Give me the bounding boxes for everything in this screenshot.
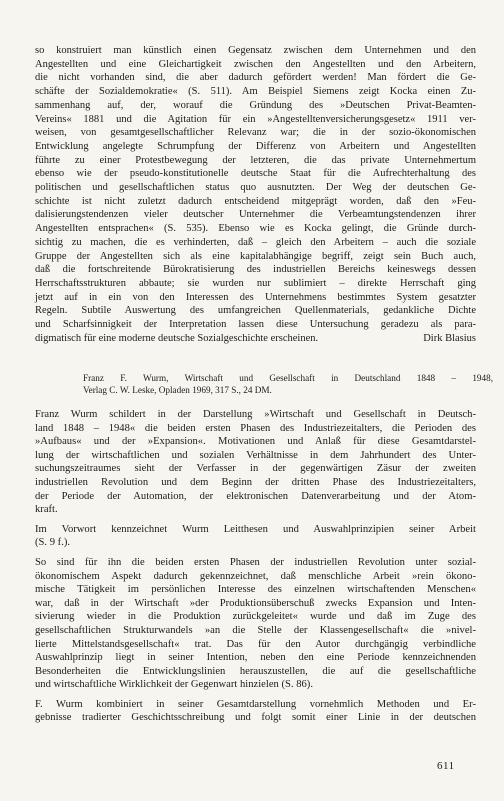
text-line: war, daß in der Wirtschaft »der Produktionsüberschuß zwecks Expansion und Inten- — [35, 597, 476, 609]
text-line: (S. 9 f.). — [35, 537, 71, 549]
text-line: mische Tätigkeit im persönlichen Interesse des einzelnen wirtschaftenden Menschen« — [35, 584, 476, 596]
text-line: kraft. — [35, 504, 58, 516]
text-line: und wirtschaftliche Wirklichkeit der Gegenwart hinzielen (S. 86). — [35, 679, 313, 691]
bibliographic-entry — [83, 372, 493, 397]
text-line: sammenhang auf, der, worauf die Gründung des »Deutschen Privat-Beamten- — [35, 99, 476, 111]
text-line: »Aufbaus« und der »Expansion«. Motivationen und Anlaß für diese Gesamtdarstel- — [35, 436, 476, 448]
text-line: Im Vorwort kennzeichnet Wurm Leitthesen und Auswahlprinzipien seiner Arbeit — [35, 523, 476, 535]
text-line: Vereins« 1881 und die Agitation für ein »Angestelltenversicherungsgesetz« 1911 ver- — [35, 113, 476, 125]
text-line: schäfte der Sozialdemokratie« (S. 511). Am Beispiel Siemens zeigt Kocka einen Zu- — [35, 86, 476, 98]
text-line: land 1848 – 1948« die beiden ersten Phasen des Industriezeitalters, die Perioden des — [35, 422, 476, 434]
text-line: suchungszeitraumes sieht der Verfasser in der gegenwärtigen Zäsur der zweiten — [35, 463, 476, 475]
text-line: dalisierungstendenzen vieler deutscher Unternehmer die Verbeamtungstendenzen ihrer — [35, 209, 476, 221]
page-number: 611 — [437, 760, 455, 772]
body-paragraph — [35, 44, 476, 332]
text-line: daß die fortschreitende Bürokratisierung des industriellen Bereichs keineswegs dessen — [35, 264, 476, 276]
text-line: Regeln. Subtile Auswertung des umfangreichen Quellenmaterials, gedankliche Dichte — [35, 305, 476, 317]
text-line: Gruppe der Angestellten sich als eine kapitalabhängige begriff, zeigt sein Buch auch, — [35, 250, 476, 262]
review-continuation — [35, 44, 476, 345]
text-line: lung der wirtschaftlichen und sozialen Verhältnisse in dem Jahrhundert des Unter- — [35, 449, 476, 461]
bibliographic-citation — [83, 372, 493, 397]
text-line: Entwicklung angelegte Schrumpfung der Differenz von Arbeitern und Angestellten — [35, 140, 476, 152]
text-line: der Periode der Automation, der elektronischen Datenverarbeitung und der Atom- — [35, 490, 476, 502]
text-line: ökonomischem Aspekt dadurch gekennzeichnet, daß menschliche Arbeit »rein ökono- — [35, 570, 476, 582]
text-line: so konstruiert man künstlich einen Gegensatz zwischen dem Unternehmen und den — [35, 45, 476, 56]
text-line: ebenso wie der pseudo-konstitutionelle deutsche Staat für die Aufrechterhaltung des — [35, 168, 476, 180]
text-line: weisen, von gesamtgesellschaftlicher Relevanz war; die in der sozio-ökonomischen — [35, 127, 476, 139]
text-line: industriellen Revolution und dem Beginn der dritten Phase des Industriezeitalters, — [35, 476, 476, 488]
text-line: und Scharfsinnigkeit der Interpretation lassen diese Untersuchung geradezu als para- — [35, 319, 476, 331]
last-line-text: digmatisch für eine moderne deutsche Sozialgeschichte erscheinen. — [35, 332, 319, 344]
text-line: Herrschaftsstrukturen abbaute; sie wurden nur sublimiert – direkte Herrschaft ging — [35, 277, 476, 289]
citation-line: Franz F. Wurm, Wirtschaft und Gesellschaft in Deutschland 1848 – 1948, — [83, 373, 493, 383]
text-line: F. Wurm kombiniert in seiner Gesamtdarstellung vornehmlich Methoden und Er- — [35, 698, 476, 710]
text-line: gesellschaftlichen Strukturwandels »an die Stelle der Klassengesellschaft« die »nivel- — [35, 624, 476, 636]
text-line: Auswahlprinzip liegt in seiner Intention, neben den eine Periode kennzeichnenden — [35, 652, 476, 664]
text-line: Franz Wurm schildert in der Darstellung »Wirtschaft und Gesellschaft in Deutsch- — [35, 409, 476, 420]
text-line: gebnisse tradierter Geschichtsschreibung und folgt somit einer Linie in der deutschen — [35, 712, 476, 724]
text-line: die nicht vorhanden sind, die aber dadurch gefördert werden! Man fördert die Ge- — [35, 72, 476, 84]
review-paragraph — [35, 698, 476, 725]
text-line: Besonderheiten die Entwicklungslinien herauszustellen, die auf die gesellschaftliche — [35, 665, 476, 677]
text-line: So sind für ihn die beiden ersten Phasen der industriellen Revolution unter sozial- — [35, 556, 476, 568]
text-line: schichte ist nicht zuletzt dadurch entscheidend mitgeprägt worden, daß den »Feu- — [35, 195, 476, 207]
review-paragraph — [35, 556, 476, 692]
text-line: Angestellten entsprachen« (S. 535). Ebenso wie es Kocka gelingt, die Gründe durch- — [35, 223, 476, 235]
text-line: lierte Mittelstandsgesellschaft« trat. Das für den Autor durchgängig verbindliche — [35, 638, 476, 650]
text-line: führte zu einer Protestbewegung der letzteren, die das private Unternehmertum — [35, 154, 476, 166]
reviewer-signature — [35, 332, 476, 346]
text-line: politischen und gesellschaftlichen status quo ausnutzten. Der Weg der deutschen Ge- — [35, 182, 476, 194]
text-line: Angestellten und eine Gleichartigkeit zwischen den Angestellten und den Arbeitern, — [35, 58, 476, 70]
review-body — [35, 408, 476, 731]
text-line: sichtig zu machen, die es verhinderten, daß – gleich den Arbeitern – auch die soziale — [35, 236, 476, 248]
review-paragraph — [35, 523, 476, 550]
text-line: sivierung wieder in die Produktion zurückgeleitet« wurde und daß im Zuge des — [35, 611, 476, 623]
text-line: jetzt auf in ein von den Interessen des Unternehmens bestimmtes System gesatzter — [35, 291, 476, 303]
signature-name: Dirk Blasius — [423, 332, 476, 344]
review-paragraph — [35, 408, 476, 517]
citation-line: Verlag C. W. Leske, Opladen 1969, 317 S., 24 DM. — [83, 385, 272, 396]
